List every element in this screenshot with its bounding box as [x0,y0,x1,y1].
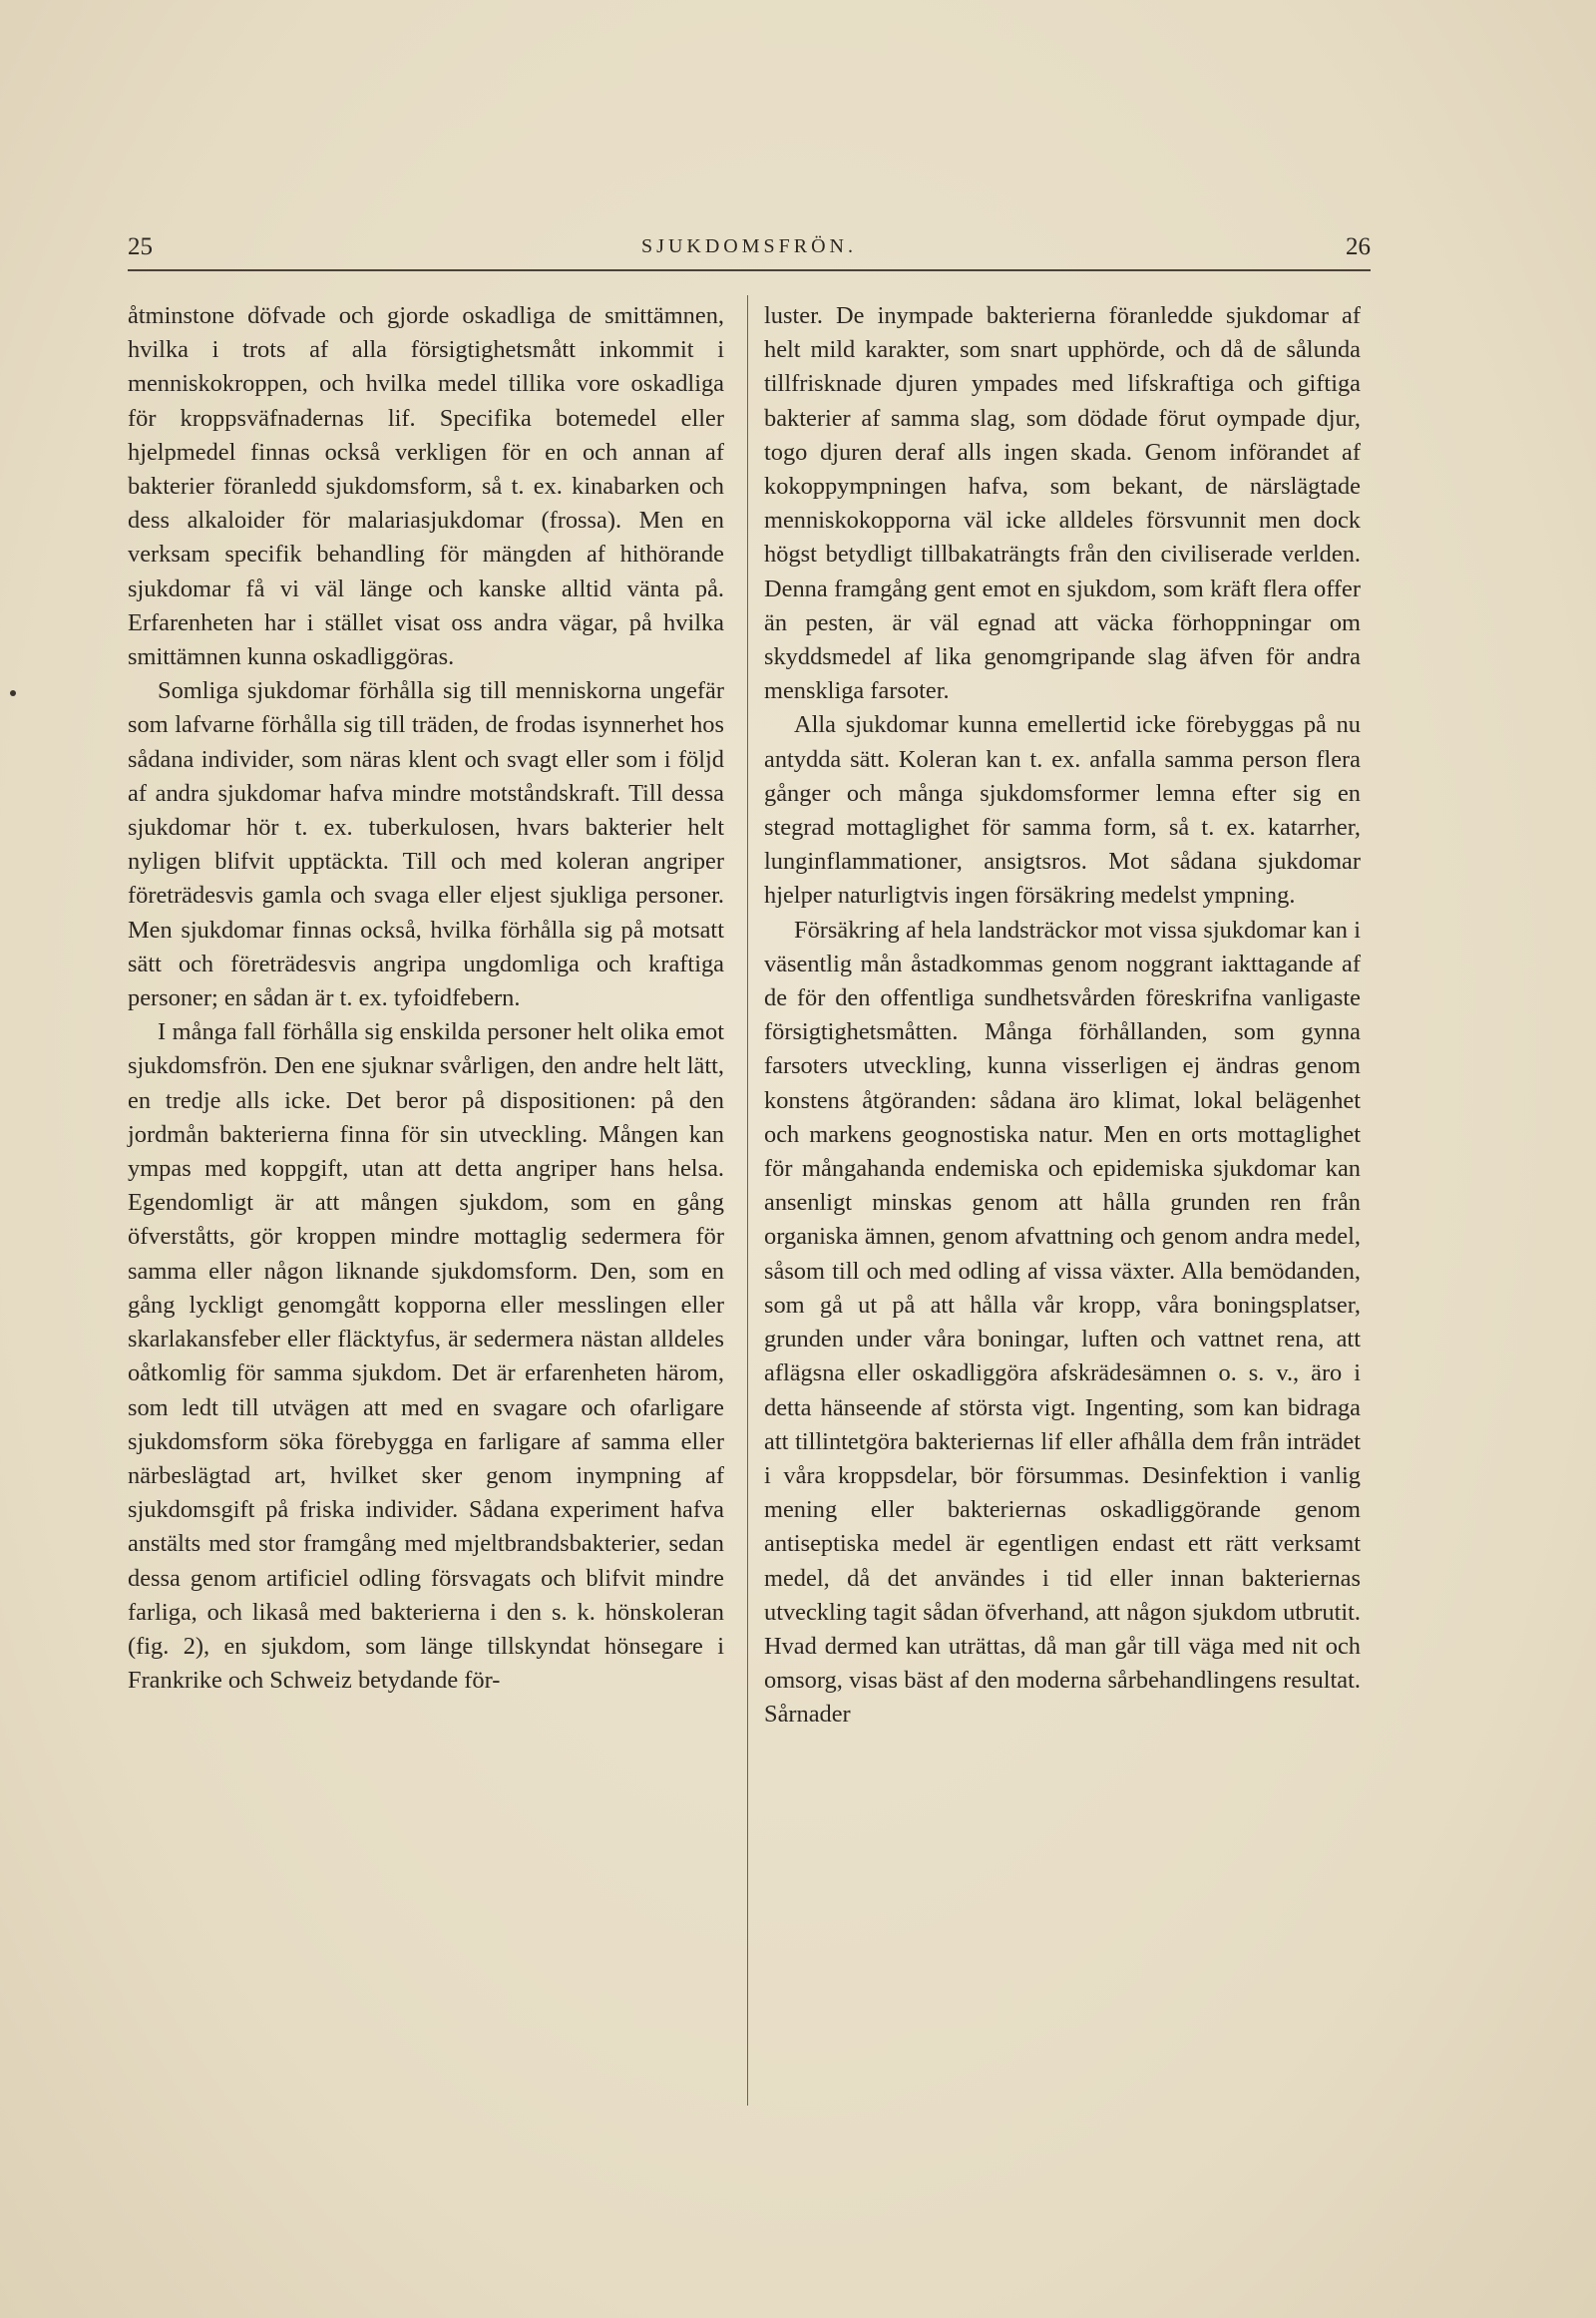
paragraph: luster. De inympade bakterierna föranledde sjukdomar af helt mild karakter, som snart upphörde, och då de sålunda tillfrisknade djuren ympades med lifskraftiga och giftiga bakterier af samma slag, som dödade förut oympade djur, togo djuren deraf alls ingen skada. Genom införandet af kokoppympningen hafva, som bekant, de närslägtade menniskokopporna väl icke alldeles försvunnit men dock högst betydligt tillbakaträngts från den civiliserade verlden. Denna framgång gent emot en sjukdom, som kräft flera offer än pesten, är väl egnad att väcka förhoppningar om skyddsmedel af lika genomgripande slag äfven för andra menskliga farsoter. [764,302,1361,705]
page-header [128,229,1371,271]
page-number-left: 25 [128,233,153,260]
paragraph: åtminstone döfvade och gjorde oskadliga de smittämnen, hvilka i trots af alla försigtighetsmått inkommit i menniskokroppen, och hvilka medel tillika vore oskadliga för kroppsväfnadernas lif. Specifika botemedel eller hjelpmedel finnas också verkligen för en och annan af bakterier föranledd sjukdomsform, så t. ex. kinabarken och dess alkaloider för malariasjukdomar (frossa). Men en verksam specifik behandling för mängden af hithörande sjukdomar få vi väl länge och kanske alltid vänta på. Erfarenheten har i stället visat oss andra vägar, på hvilka smittämnen kunna oskadliggöras. [128,302,724,671]
margin-dot [10,690,16,696]
page-number-right: 26 [1346,233,1371,260]
paragraph: Alla sjukdomar kunna emellertid icke förebyggas på nu antydda sätt. Koleran kan t. ex. anfalla samma person flera gånger och många sjukdomsformer lemna efter sig en stegrad mottaglighet för samma form, så t. ex. katarrher, lunginflammationer, ansigtsros. Mot sådana sjukdomar hjelper naturligtvis ingen försäkring medelst ympning. [764,711,1361,910]
right-column [764,299,1361,1733]
paragraph: I många fall förhålla sig enskilda personer helt olika emot sjukdomsfrön. Den ene sjuknar svårligen, den andre helt lätt, en tredje alls icke. Det beror på dispositionen: på den jordmån bakterierna finna för sin utveckling. Mången kan ympas med koppgift, utan att detta angriper hans helsa. Egendomligt är att mången sjukdom, som en gång öfverståtts, gör kroppen mindre mottaglig sedermera för samma eller någon liknande sjukdomsform. Den, som en gång lyckligt genomgått kopporna eller messlingen eller skarlakansfeber eller fläcktyfus, är sedermera nästan alldeles oåtkomlig för samma sjukdom. Det är erfarenheten härom, som ledt till utvägen att med en svagare och ofarligare sjukdomsform söka förebygga en farligare af samma eller närbeslägtad art, hvilket sker genom inympning af sjukdomsgift på friska individer. Sådana experiment hafva anstälts med stor framgång med mjeltbrandsbakterier, sedan dessa genom artificiel odling försvagats och blifvit mindre farliga, och likaså med bakterierna i den s. k. hönskoleran (fig. 2), en sjukdom, som länge tillskyndat hönsegare i Frankrike och Schweiz betydande för- [128,1018,724,1695]
column-divider [747,295,748,2106]
paragraph: Somliga sjukdomar förhålla sig till menniskorna ungefär som lafvarne förhålla sig till träden, de frodas isynnerhet hos sådana individer, som näras klent och svagt eller som i följd af andra sjukdomar hafva mindre motståndskraft. Till dessa sjukdomar hör t. ex. tuberkulosen, hvars bakterier helt nyligen blifvit upptäckta. Till och med koleran angriper företrädesvis gamla och svaga eller eljest sjukliga personer. Men sjukdomar finnas också, hvilka förhålla sig på motsatt sätt och företrädesvis angripa ungdomliga och kraftiga personer; en sådan är t. ex. tyfoidfebern. [128,677,724,1012]
left-column [128,299,724,1698]
running-head: SJUKDOMSFRÖN. [641,235,857,257]
paragraph: Försäkring af hela landsträckor mot vissa sjukdomar kan i väsentlig mån åstadkommas genom noggrant iakttagande af de för den offentliga sundhetsvården föreskrifna vanligaste försigtighetsmåtten. Många förhållanden, som gynna farsoters utveckling, kunna visserligen ej ändras genom konstens åtgöranden: sådana äro klimat, lokal belägenhet och markens geognostiska natur. Men en orts mottaglighet för mångahanda endemiska och epidemiska sjukdomar kan ansenligt minskas genom att hålla grunden ren från organiska ämnen, genom afvattning och genom andra medel, såsom till och med odling af vissa växter. Alla bemödanden, som gå ut på att hålla vår kropp, våra boningsplatser, grunden under våra boningar, luften och vattnet rena, att aflägsna eller oskadliggöra afskrädesämnen o. s. v., äro i detta hänseende af största vigt. Ingenting, som kan bidraga att tillintetgöra bakteriernas lif eller afhålla dem från inträdet i våra kroppsdelar, bör försummas. Desinfektion i vanlig mening eller bakteriernas oskadliggörande genom antiseptiska medel är egentligen endast ett rätt verksamt medel, då det användes i tid eller innan bakteriernas utveckling tagit sådan öfverhand, att någon sjukdom utbrutit. Hvad dermed kan uträttas, då man går till väga med nit och omsorg, visas bäst af den moderna sårbehandlingens resultat. Sårnader [764,916,1361,1729]
